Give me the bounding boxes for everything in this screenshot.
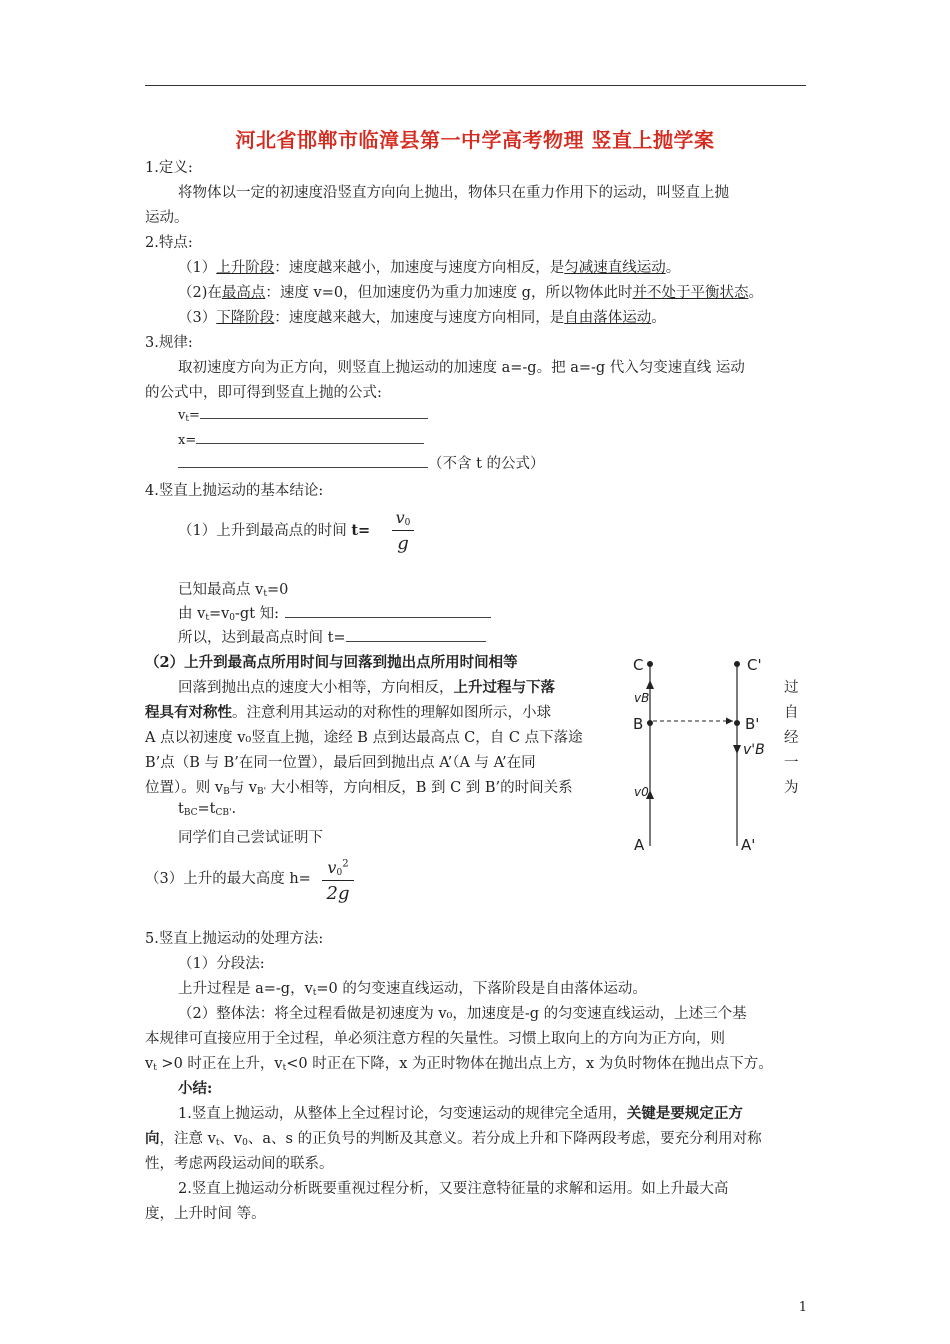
conclusion2-line1: 回落到抛出点的速度大小相等，方向相反，上升过程与下落 <box>178 679 555 696</box>
conclusion2-line4: B’点（B 与 B’在同一位置），最后回到抛出点 A’（A 与 A’在同 <box>145 755 536 771</box>
conclusion2-line5: 位置）。则 $v_B$与 $v_{B'}$ 大小相等，方向相反，B 到 C 到 B’的时间关系 <box>145 780 573 797</box>
sec1-line2: 运动。 <box>145 210 189 226</box>
conclusion3-label: （3）上升的最大高度 h= <box>145 871 311 887</box>
sec3-heading: 3.规律: <box>145 335 193 351</box>
sec4-heading: 4.竖直上抛运动的基本结论: <box>145 483 324 499</box>
point-c <box>647 661 653 667</box>
page-title: 河北省邯郸市临漳县第一中学高考物理 竖直上抛学案 <box>235 128 715 152</box>
point-c-prime <box>734 661 740 667</box>
fraction-v0-over-g: $v_0$ g <box>392 508 414 554</box>
known-top-point: 已知最高点 $v_t=0$ <box>178 582 289 599</box>
sec2-point1: （1）上升阶段：速度越来越小，加速度与速度方向相反，是匀减速直线运动。 <box>178 260 681 276</box>
label-vb-prime: v'B <box>743 742 765 758</box>
sec5-heading: 5.竖直上抛运动的处理方法: <box>145 931 324 947</box>
method2-line2: 本规律可直接应用于全过程，单必须注意方程的矢量性。习惯上取向上的方向为正方向，则 <box>145 1031 725 1047</box>
sec2-heading: 2.特点: <box>145 235 193 251</box>
method1-text: 上升过程是 a=-g，$v_t=0$ 的匀变速直线运动，下落阶段是自由落体运动。 <box>178 981 647 998</box>
formula-no-t: （不含 t 的公式） <box>178 452 545 473</box>
sec2-point2: （2)在最高点：速度 v=0，但加速度仍为重力加速度 g，所以物体此时并不处于平衡状态。 <box>178 285 763 301</box>
from-equation: 由 $v_t=v_0-gt$ 知: <box>178 602 491 623</box>
down-arrow <box>733 745 741 754</box>
summary1-line3: 性，考虑两段运动间的联系。 <box>145 1156 334 1172</box>
page-number: 1 <box>798 1300 807 1315</box>
sec1-heading: 1.定义: <box>145 160 193 176</box>
header-rule <box>145 85 806 86</box>
conclusion2-line3: A 点以初速度 v₀竖直上抛，途经 B 点到达最高点 C，自 C 点下落途 <box>145 730 583 746</box>
label-v0: v0 <box>634 785 649 799</box>
up-arrow-upper <box>646 680 654 689</box>
formula-vt-blank[interactable] <box>200 404 428 419</box>
summary-heading: 小结: <box>178 1080 213 1097</box>
fraction-v0sq-over-2g: $v_0^2$ 2g <box>322 858 354 904</box>
side-char-4: 一 <box>784 755 799 771</box>
summary1-line2: 向，注意 $v_t$、$v_0$、a、s 的正负号的判断及其意义。若分成上升和下降两段考虑，要充分利用对称 <box>145 1130 762 1148</box>
method2-line3: $v_t >0$ 时正在上升，$v_t<0$ 时正在下降，x 为正时物体在抛出点上方，x 为负时物体在抛出点下方。 <box>145 1056 773 1073</box>
formula-x-blank[interactable] <box>196 429 424 444</box>
sec1-line1: 将物体以一定的初速度沿竖直方向向上抛出，物体只在重力作用下的运动，叫竖直上抛 <box>178 185 729 201</box>
side-char-2: 自 <box>784 705 799 721</box>
top-time: 所以，达到最高点时间 t= <box>178 626 486 647</box>
summary2-line2: 度，上升时间 等。 <box>145 1206 266 1222</box>
conclusion2-line6: $t_{BC}=t_{CB'}$. <box>178 801 237 818</box>
label-a: A <box>634 836 645 854</box>
top-time-blank[interactable] <box>346 627 486 642</box>
connector-arrow <box>726 718 733 725</box>
method2-line1: （2）整体法：将全过程看做是初速度为 v₀，加速度是-g 的匀变速直线运动，上述三个基 <box>178 1006 747 1022</box>
formula-x: x= <box>178 429 424 448</box>
label-b: B <box>633 715 644 733</box>
formula-no-t-blank[interactable] <box>178 453 428 468</box>
from-equation-blank[interactable] <box>285 603 491 618</box>
conclusion1-label: （1）上升到最高点的时间 t= <box>178 522 371 539</box>
sec3-line1: 取初速度方向为正方向，则竖直上抛运动的加速度 a=-g。把 a=-g 代入匀变速直线 运动 <box>178 360 745 376</box>
label-vb: vB <box>634 691 650 705</box>
summary1-line1: 1.竖直上抛运动，从整体上全过程讨论，匀变速运动的规律完全适用，关键是要规定正方 <box>178 1105 743 1122</box>
sec3-line2: 的公式中，即可得到竖直上抛的公式: <box>145 385 382 401</box>
sec2-point3: （3）下降阶段：速度越来越大，加速度与速度方向相同，是自由落体运动。 <box>178 310 666 326</box>
point-b-prime <box>734 720 740 726</box>
conclusion2-line7: 同学们自己尝试证明下 <box>178 830 323 846</box>
symmetry-diagram <box>625 650 785 860</box>
conclusion2-heading: （2）上升到最高点所用时间与回落到抛出点所用时间相等 <box>145 654 518 671</box>
method1-label: （1）分段法: <box>178 956 265 972</box>
side-char-5: 为 <box>784 780 799 796</box>
summary2-line1: 2.竖直上抛运动分析既要重视过程分析，又要注意特征量的求解和运用。如上升最大高 <box>178 1181 729 1197</box>
label-a-prime: A' <box>741 836 756 854</box>
label-c-prime: C' <box>747 656 762 674</box>
side-char-1: 过 <box>784 680 799 696</box>
label-c: C <box>633 656 644 674</box>
point-b <box>647 720 653 726</box>
label-b-prime: B' <box>745 715 760 733</box>
formula-vt: $v_t=$ <box>178 404 428 424</box>
side-char-3: 经 <box>784 730 799 746</box>
conclusion2-line2: 程具有对称性。注意利用其运动的对称性的理解如图所示，小球 <box>145 704 551 721</box>
